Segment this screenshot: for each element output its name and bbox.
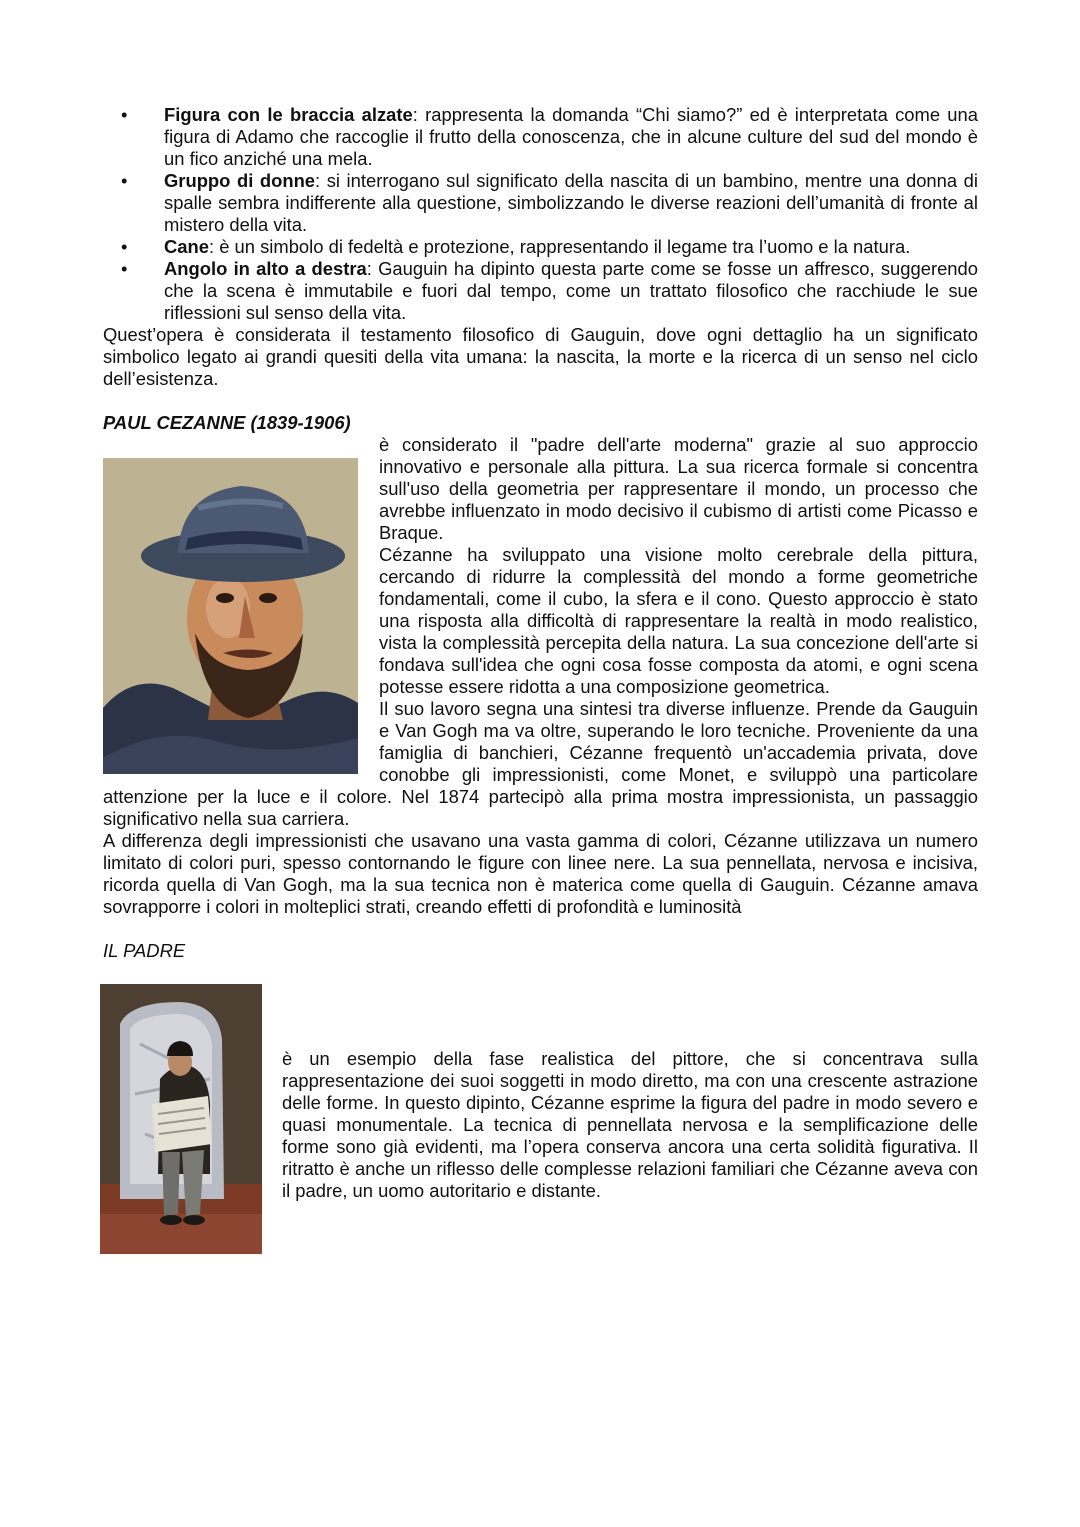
list-item	[103, 236, 978, 258]
list-item-term: Cane	[164, 236, 209, 257]
symbol-list	[103, 104, 978, 324]
list-item-term: Figura con le braccia alzate	[164, 104, 413, 125]
list-item-text: : è un simbolo di fedeltà e protezione, rappresentando il legame tra l’uomo e la natura.	[208, 236, 911, 257]
cezanne-paragraph: Il suo lavoro segna una sintesi tra diverse influenze. Prende da Gauguin e Van Gogh ma va oltre, superando le loro tecniche. Proveniente da una famiglia di banchieri, Cézanne frequentò un'accademia privata, dove conobbe gli impressionisti, come Monet, e sviluppò una particolare attenzione per la luce e il colore. Nel 1874 partecipò alla prima mostra impressionista, un passaggio significativo nella sua carriera.	[103, 698, 978, 829]
bullet-icon: •	[121, 236, 128, 257]
list-item-term: Angolo in alto a destra	[164, 258, 367, 279]
cezanne-paragraph: è considerato il "padre dell'arte moderna" grazie al suo approccio innovativo e personale alla pittura. La sua ricerca formale si concentra sull'uso della geometria per rappresentare il mondo, un processo che avrebbe influenzato in modo decisivo il cubismo di artisti come Picasso e Braque.	[379, 434, 978, 543]
bullet-icon: •	[121, 170, 128, 191]
il-padre-painting-image	[100, 984, 262, 1254]
bullet-icon: •	[121, 104, 128, 125]
padre-paragraph: è un esempio della fase realistica del pittore, che si concentrava sulla rappresentazione dei suoi soggetti in modo diretto, ma con una crescente astrazione delle forme. In questo dipinto, Cézanne esprime la figura del padre in modo severo e quasi monumentale. La tecnica di pennellata nervosa e la semplificazione delle forme sono già evidenti, ma l’opera conserva ancora una certa solidità figurativa. Il ritratto è anche un riflesso delle complesse relazioni familiari che Cézanne aveva con il padre, un uomo autoritario e distante.	[282, 1048, 978, 1201]
cezanne-heading: PAUL CEZANNE (1839-1906)	[103, 412, 351, 433]
list-item	[103, 104, 978, 170]
document-body	[103, 104, 978, 1256]
list-item-text: : Gauguin ha dipinto questa parte come se fosse un affresco, suggerendo che la scena è immutabile e fuori dal tempo, come un trattato filosofico che racchiude le sue riflessioni sul senso della vita.	[164, 258, 978, 323]
conclusion-paragraph: Quest’opera è considerata il testamento filosofico di Gauguin, dove ogni dettaglio ha un significato simbolico legato ai grandi quesiti della vita umana: la nascita, la morte e la ricerca di un senso nel ciclo dell’esistenza.	[103, 324, 978, 389]
list-item	[103, 170, 978, 236]
cezanne-paragraph: A differenza degli impressionisti che usavano una vasta gamma di colori, Cézanne utilizzava un numero limitato di colori puri, spesso contornando le figure con linee nere. La sua pennellata, nervosa e incisiva, ricorda quella di Van Gogh, ma la sua tecnica non è materica come quella di Gauguin. Cézanne amava sovrapporre i colori in molteplici strati, creando effetti di profondità e luminosità	[103, 830, 978, 917]
list-item-term: Gruppo di donne	[164, 170, 316, 191]
list-item-text: : si interrogano sul significato della nascita di un bambino, mentre una donna di spalle sembra indifferente alla questione, simbolizzando le diverse reazioni dell’umanità di fronte al mistero della vita.	[164, 170, 978, 235]
bullet-icon: •	[121, 258, 128, 279]
list-item-text: : rappresenta la domanda “Chi siamo?” ed è interpretata come una figura di Adamo che raccoglie il frutto della conoscenza, che in alcune culture del sud del mondo è un fico anziché una mela.	[164, 104, 978, 169]
padre-section	[103, 984, 978, 1256]
cezanne-paragraph: Cézanne ha sviluppato una visione molto cerebrale della pittura, cercando di ridurre la complessità del mondo a forme geometriche fondamentali, come il cubo, la sfera e il cono. Questo approccio è stato una risposta alla difficoltà di rappresentare la realtà in modo realistico, vista la complessità percepita della natura. La sua concezione dell'arte si fondava sull'idea che ogni cosa fosse composta da atomi, e ogni scena potesse essere ridotta a una composizione geometrica.	[379, 544, 978, 697]
cezanne-self-portrait-image	[103, 458, 358, 774]
list-item	[103, 258, 978, 324]
padre-heading: IL PADRE	[103, 940, 186, 961]
